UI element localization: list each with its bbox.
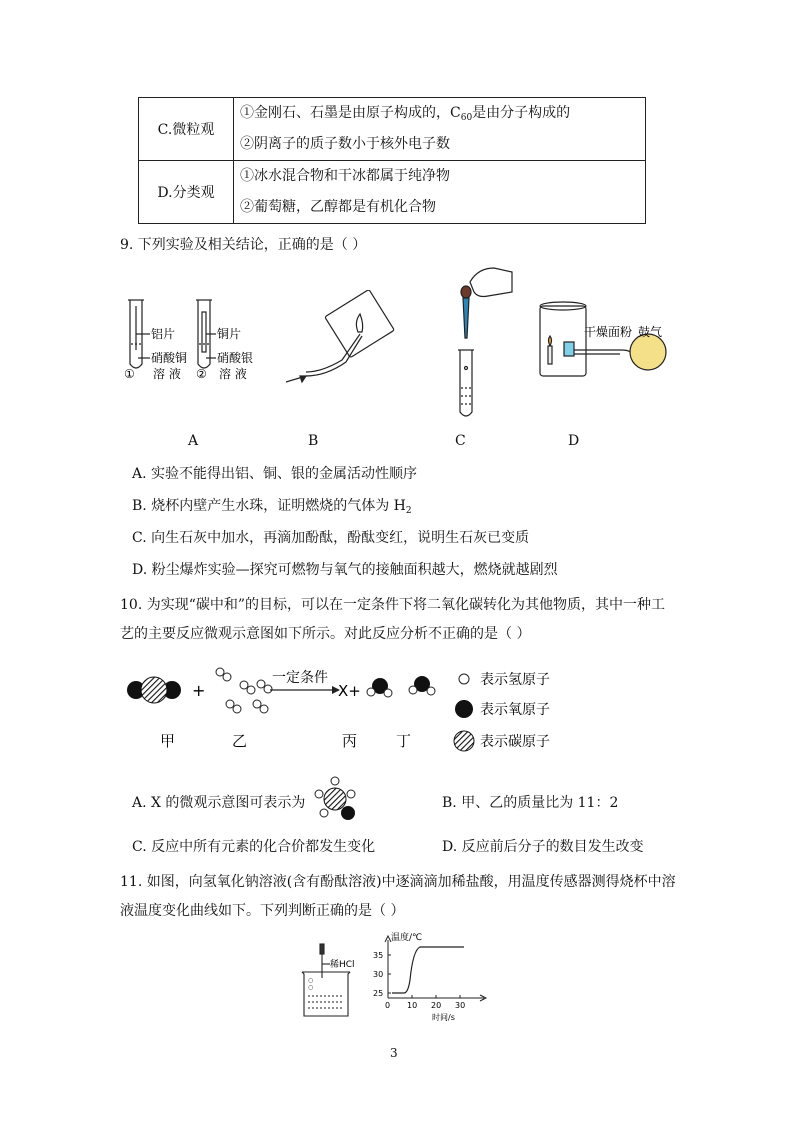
row-content: ①冰水混合物和干冰都属于纯净物 ②葡萄糖，乙醇都是有机化合物 [234,161,646,224]
svg-text:铝片: 铝片 [151,327,176,341]
xtick: 0 [385,1001,391,1010]
q11-stem-line1: 11. 如图，向氢氧化钠溶液(含有酚酞溶液)中逐滴滴加稀盐酸，用温度传感器测得烧杯中溶 [120,874,676,890]
concept-table [138,97,646,224]
svg-text:表示氧原子: 表示氧原子 [480,702,550,718]
svg-text:温度/℃: 温度/℃ [391,933,423,943]
row-label: D.分类观 [139,161,234,224]
svg-text:丁: 丁 [396,732,412,750]
q9-option-b: B. 烧杯内壁产生水珠，证明燃烧的气体为 $H_2$ [132,498,412,516]
q9-option-c: C. 向生石灰中加水，再滴加酚酞，酚酞变红，说明生石灰已变质 [132,530,530,546]
x-molecule-diagram [310,774,360,824]
q9-stem: 9. 下列实验及相关结论，正确的是（ ） [120,237,367,253]
xtick: 30 [455,1001,466,1010]
q10-stem-line2: 艺的主要反应微观示意图如下所示。对此反应分析不正确的是（ ） [120,626,531,642]
svg-text:乙: 乙 [232,732,248,750]
svg-text:时间/s: 时间/s [432,1013,455,1022]
svg-text:一定条件: 一定条件 [272,670,328,686]
fig-letter-c: C [455,433,466,449]
svg-text:X+: X+ [338,682,361,700]
svg-text:干燥面粉: 干燥面粉 [584,325,633,339]
fig-letter-a: A [188,433,199,449]
svg-text:丙: 丙 [342,732,358,750]
q11-stem-line2: 液温度变化曲线如下。下列判断正确的是（ ） [120,903,405,919]
svg-text:鼓气: 鼓气 [638,325,663,339]
q10-option-a: A. X 的微观示意图可表示为 [132,795,306,811]
q9-figure-c [434,262,514,422]
page-number: 3 [390,1046,398,1060]
svg-text:硝酸铜: 硝酸铜 [151,351,188,365]
fig-letter-b: B [308,433,319,449]
svg-text:表示碳原子: 表示碳原子 [480,734,550,750]
svg-text:甲: 甲 [160,732,176,750]
svg-text:溶 液: 溶 液 [153,367,181,381]
q11-temperature-chart [360,930,500,1025]
row-content: ①金刚石、石墨是由原子构成的，$C_{60}$是由分子构成的 ②阴离子的质子数小于核外电子数 [234,98,646,161]
q9-figure-b [282,290,412,390]
ytick: 35 [373,951,384,960]
table-row [139,98,646,161]
row-label: C.微粒观 [139,98,234,161]
q10-option-b: B. 甲、乙的质量比为 11：2 [442,795,619,811]
xtick: 20 [431,1001,442,1010]
q10-reaction-diagram [120,660,600,760]
svg-text:○: ○ [308,977,314,984]
q10-option-d: D. 反应前后分子的数目发生改变 [442,839,644,855]
svg-text:溶 液: 溶 液 [219,367,247,381]
svg-text:○: ○ [308,984,314,991]
svg-text:表示氢原子: 表示氢原子 [480,672,550,688]
svg-text:稀HCl: 稀HCl [330,960,355,970]
table-row [139,161,646,224]
q10-option-c: C. 反应中所有元素的化合价都发生变化 [132,839,376,855]
svg-text:①: ① [124,367,135,381]
ytick: 30 [373,970,384,979]
svg-text:+: + [192,681,206,700]
svg-text:硝酸银: 硝酸银 [217,351,254,365]
xtick: 10 [407,1001,418,1010]
q9-option-a: A. 实验不能得出铝、铜、银的金属活动性顺序 [132,466,418,482]
svg-text:②: ② [196,367,207,381]
q9-figure-a [120,292,270,392]
q9-option-d: D. 粉尘爆炸实验—探究可燃物与氧气的接触面积越大，燃烧就越剧烈 [132,562,558,578]
ytick: 25 [373,989,384,998]
svg-text:铜片: 铜片 [217,327,242,341]
fig-letter-d: D [568,433,580,449]
temperature-curve [392,947,464,993]
q9-figure-d [534,296,684,391]
q10-stem-line1: 10. 为实现“碳中和”的目标，可以在一定条件下将二氧化碳转化为其他物质，其中一种工 [120,597,666,613]
